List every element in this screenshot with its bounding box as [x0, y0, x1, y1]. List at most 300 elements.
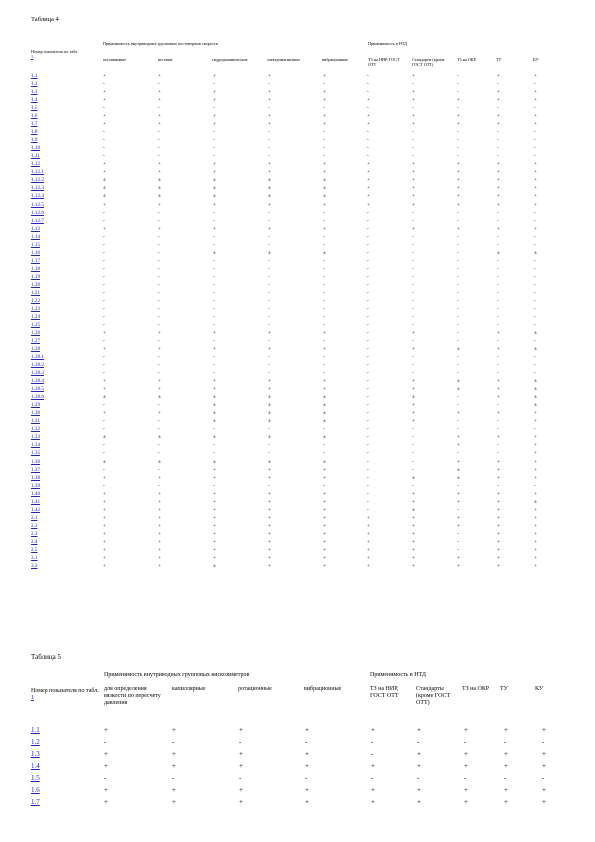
row-id-link[interactable]: 1.3 — [31, 89, 38, 96]
table-cell: + — [412, 161, 415, 168]
row-id-link[interactable]: 1.22 — [31, 297, 41, 304]
row-id-link[interactable]: 1.28 — [31, 346, 41, 353]
table-cell: - — [367, 354, 369, 361]
table-cell: - — [457, 338, 459, 345]
table-cell: - — [367, 297, 369, 304]
table-row — [31, 377, 551, 385]
table-cell: - — [158, 273, 160, 280]
row-id-link[interactable]: 3.1 — [31, 554, 38, 561]
table-cell: + — [323, 201, 326, 208]
table-cell: + — [103, 554, 106, 561]
table-cell: - — [323, 129, 325, 136]
table-cell: - — [367, 418, 369, 425]
table-cell: - — [457, 418, 459, 425]
table5-group-ntd: Применимость в НТД — [370, 672, 426, 678]
table-cell: + — [172, 750, 176, 758]
row-id-link[interactable]: 1.30 — [31, 410, 41, 417]
table-cell: - — [534, 273, 536, 280]
table-row — [31, 241, 551, 249]
row-id-link[interactable]: 1.28.2 — [31, 362, 44, 369]
table-cell: - — [323, 442, 325, 449]
table-cell: + — [158, 330, 161, 336]
row-id-link[interactable]: 1.21 — [31, 289, 41, 296]
row-id-cell — [31, 104, 103, 112]
table-cell: + — [534, 161, 537, 168]
table-cell: + — [534, 514, 537, 521]
row-id-link[interactable]: 2.3 — [31, 530, 38, 537]
row-id-link[interactable]: 1.1 — [31, 73, 38, 79]
table-cell: + — [504, 762, 508, 770]
row-id-link[interactable]: 1.12.6 — [31, 209, 44, 216]
row-id-link[interactable]: 1.8 — [31, 129, 38, 136]
table-cell: + — [497, 506, 500, 513]
table-cell: - — [103, 426, 105, 433]
table-row — [31, 345, 551, 353]
table-cell: + — [103, 514, 106, 521]
table-cell: - — [497, 233, 499, 240]
table-cell: + — [268, 161, 271, 168]
table-cell: - — [412, 241, 414, 248]
table-cell: + — [457, 554, 460, 561]
row-id-link[interactable]: 1.6 — [31, 113, 38, 120]
table-cell: ± — [213, 434, 216, 441]
row-id-link[interactable]: 1.2 — [31, 81, 38, 88]
row-id-cell — [31, 736, 104, 748]
table-cell: + — [103, 73, 106, 79]
row-id-link[interactable]: 1.32 — [31, 426, 41, 433]
table-cell: - — [323, 81, 325, 88]
table-row — [31, 784, 551, 796]
row-id-link[interactable]: 1.2 — [31, 738, 40, 746]
table5-column-header: капиллярные — [172, 686, 206, 692]
table-row — [31, 273, 551, 281]
table-cell: - — [213, 105, 215, 112]
row-id-link[interactable]: 1.11 — [31, 153, 40, 160]
table-cell: - — [367, 378, 369, 385]
table-cell: + — [268, 113, 271, 120]
table-row — [31, 466, 551, 474]
table-cell: + — [268, 474, 271, 481]
table-cell: ± — [534, 386, 537, 393]
table-cell: + — [464, 798, 468, 806]
table-row — [31, 506, 551, 514]
row-id-cell — [31, 80, 103, 88]
table-cell: - — [534, 370, 536, 377]
table-cell: - — [103, 273, 105, 280]
row-id-link[interactable]: 1.36 — [31, 458, 41, 465]
row-id-link[interactable]: 1.19 — [31, 273, 41, 280]
table-cell: - — [268, 105, 270, 112]
table-cell: ± — [457, 474, 460, 481]
table-cell: + — [323, 97, 326, 104]
table-cell: + — [158, 554, 161, 561]
row-id-link[interactable]: 1.12.4 — [31, 193, 44, 200]
table-cell: - — [213, 338, 215, 345]
table-cell: - — [103, 281, 105, 288]
table-cell: + — [534, 530, 537, 537]
table-cell: - — [367, 305, 369, 312]
table-cell: - — [213, 362, 215, 369]
table-row — [31, 176, 551, 184]
row-id-link[interactable]: 1.12.3 — [31, 185, 44, 192]
row-id-link[interactable]: 1.35 — [31, 450, 41, 457]
table-cell: - — [497, 153, 499, 160]
row-id-link[interactable]: 1.4 — [31, 762, 40, 770]
table-cell: + — [158, 89, 161, 96]
table-cell: - — [457, 362, 459, 369]
row-id-link[interactable]: 1.7 — [31, 121, 38, 128]
table-cell: + — [268, 97, 271, 104]
table-cell: + — [497, 474, 500, 481]
table-cell: - — [213, 209, 215, 216]
table-cell: - — [457, 145, 459, 152]
row-id-link[interactable]: 1.37 — [31, 466, 41, 473]
table-cell: - — [367, 394, 369, 401]
table-cell: - — [158, 338, 160, 345]
row-id-cell — [31, 554, 103, 562]
row-id-link[interactable]: 1.34 — [31, 442, 41, 449]
table-cell: - — [103, 217, 105, 224]
table-cell: + — [497, 97, 500, 104]
table-cell: - — [213, 233, 215, 240]
table-cell: - — [457, 73, 459, 79]
table-cell: ± — [323, 394, 326, 401]
table-cell: - — [367, 129, 369, 136]
table-cell: - — [213, 305, 215, 312]
table-row — [31, 152, 551, 160]
row-id-cell — [31, 385, 103, 393]
table-cell: - — [534, 233, 536, 240]
row-id-cell — [31, 361, 103, 369]
row-id-link[interactable]: 1.38 — [31, 474, 41, 481]
table-cell: - — [464, 774, 467, 782]
row-id-link[interactable]: 1.23 — [31, 305, 41, 312]
row-id-link[interactable]: 3.2 — [31, 562, 38, 569]
row-id-link[interactable]: 1.12.1 — [31, 169, 44, 176]
table-row — [31, 88, 551, 96]
table-cell: ± — [457, 346, 460, 353]
row-id-cell — [31, 249, 103, 257]
table-cell: - — [457, 209, 459, 216]
table-cell: ± — [268, 458, 271, 465]
table-cell: + — [412, 185, 415, 192]
table-cell: + — [104, 726, 108, 734]
table-cell: ± — [323, 418, 326, 425]
table-cell: + — [172, 762, 176, 770]
table-cell: - — [497, 313, 499, 320]
table-cell: - — [412, 217, 414, 224]
table-cell: + — [213, 121, 216, 128]
table-cell: ± — [268, 193, 271, 200]
table-cell: + — [172, 798, 176, 806]
row-id-link[interactable]: 1.20 — [31, 281, 41, 288]
table-cell: - — [457, 426, 459, 433]
table-cell: - — [213, 297, 215, 304]
table-cell: - — [457, 297, 459, 304]
table-cell: + — [497, 394, 500, 401]
table-cell: + — [412, 89, 415, 96]
table-cell: ± — [213, 458, 216, 465]
table-cell: - — [213, 289, 215, 296]
table-cell: - — [367, 249, 369, 256]
row-id-link[interactable]: 2.4 — [31, 538, 38, 545]
table5-param-header — [31, 688, 101, 702]
row-id-link[interactable]: 2.1 — [31, 514, 38, 521]
table-cell: - — [213, 482, 215, 489]
table-cell: + — [534, 169, 537, 176]
table-cell: + — [103, 474, 106, 481]
row-id-link[interactable]: 1.25 — [31, 321, 41, 328]
table-cell: - — [504, 738, 507, 746]
table-cell: - — [213, 145, 215, 152]
table-row — [31, 192, 551, 200]
table-cell: - — [268, 153, 270, 160]
table-cell: - — [497, 81, 499, 88]
row-id-link[interactable]: 1.28.5 — [31, 386, 44, 393]
table-cell: - — [457, 370, 459, 377]
row-id-cell — [31, 337, 103, 345]
row-id-link[interactable]: 1.12.2 — [31, 177, 44, 184]
row-id-link[interactable]: 1.7 — [31, 798, 40, 806]
table4-column-header: Стандарты (кроме ГОСТ ОТТ) — [412, 57, 445, 67]
table-cell: + — [213, 161, 216, 168]
table-cell: - — [268, 313, 270, 320]
table-cell: + — [323, 490, 326, 497]
row-id-link[interactable]: 1.31 — [31, 418, 41, 425]
row-id-link[interactable]: 1.28.1 — [31, 354, 44, 361]
table-cell: - — [534, 362, 536, 369]
table-cell: + — [268, 522, 271, 529]
table-cell: - — [497, 305, 499, 312]
table-cell: ± — [213, 402, 216, 409]
row-id-link[interactable]: 1.4 — [31, 97, 38, 104]
row-id-link[interactable]: 1.12 — [31, 161, 41, 168]
row-id-link[interactable]: 1.16 — [31, 249, 41, 256]
table-cell: + — [412, 97, 415, 104]
table-cell: - — [158, 321, 160, 328]
table-cell: - — [158, 145, 160, 152]
row-id-cell — [31, 176, 103, 184]
row-id-link[interactable]: 1.28.3 — [31, 370, 44, 377]
table-cell: + — [412, 402, 415, 409]
table-cell: + — [323, 113, 326, 120]
table-row — [31, 748, 551, 760]
table-row — [31, 233, 551, 241]
row-id-link[interactable]: 1.10 — [31, 145, 41, 152]
table-cell: + — [497, 346, 500, 353]
table-cell: - — [158, 81, 160, 88]
table-cell: + — [158, 530, 161, 537]
row-id-link[interactable]: 1.13 — [31, 225, 41, 232]
table-cell: - — [268, 370, 270, 377]
table-cell: - — [213, 257, 215, 264]
table-cell: + — [534, 121, 537, 128]
table-cell: ± — [213, 418, 216, 425]
table-cell: - — [504, 774, 507, 782]
table-cell: + — [305, 762, 309, 770]
row-id-link[interactable]: 1.14 — [31, 233, 41, 240]
table-cell: ± — [412, 394, 415, 401]
table-cell: + — [534, 89, 537, 96]
row-id-link[interactable]: 1.15 — [31, 241, 41, 248]
table-cell: - — [103, 370, 105, 377]
row-id-link[interactable]: 1.40 — [31, 490, 41, 497]
table-cell: + — [464, 726, 468, 734]
table-row — [31, 369, 551, 377]
table-cell: - — [213, 137, 215, 144]
table-cell: - — [103, 418, 105, 425]
table-row — [31, 796, 551, 808]
table-cell: + — [367, 185, 370, 192]
table-cell: + — [268, 546, 271, 553]
table-cell: - — [367, 426, 369, 433]
row-id-link[interactable]: 1.1 — [31, 726, 40, 734]
row-id-link[interactable]: 1.39 — [31, 482, 41, 489]
table-cell: ± — [534, 394, 537, 401]
table-cell: ± — [158, 177, 161, 184]
table-cell: - — [305, 774, 308, 782]
row-id-link[interactable]: 1.5 — [31, 774, 40, 782]
table-cell: - — [534, 321, 536, 328]
row-id-cell — [31, 281, 103, 289]
table-cell: - — [457, 538, 459, 545]
table-cell: - — [497, 321, 499, 328]
table-row — [31, 361, 551, 369]
table-cell: + — [534, 201, 537, 208]
row-id-link[interactable]: 1.28.6 — [31, 394, 44, 401]
row-id-cell — [31, 760, 104, 772]
table-cell: - — [158, 241, 160, 248]
table-cell: - — [103, 362, 105, 369]
row-id-link[interactable]: 1.5 — [31, 105, 38, 112]
table-cell: + — [268, 73, 271, 79]
row-id-link[interactable]: 1.3 — [31, 750, 40, 758]
row-id-link[interactable]: 1.29 — [31, 402, 41, 409]
table-cell: - — [158, 354, 160, 361]
table-cell: + — [534, 506, 537, 513]
row-id-cell — [31, 168, 103, 176]
table-cell: - — [268, 321, 270, 328]
row-id-link[interactable]: 2.2 — [31, 522, 38, 529]
table-cell: - — [412, 289, 414, 296]
row-id-link[interactable]: 1.24 — [31, 313, 41, 320]
table-row — [31, 217, 551, 225]
row-id-link[interactable]: 1.12.7 — [31, 217, 44, 224]
table-cell: + — [412, 201, 415, 208]
row-id-link[interactable]: 1.18 — [31, 265, 41, 272]
table5-column-header: Стандарты (кроме ГОСТ ОТТ) — [416, 686, 451, 706]
table-cell: - — [213, 81, 215, 88]
table-cell: - — [367, 386, 369, 393]
row-id-link[interactable]: 1.41 — [31, 498, 41, 505]
row-id-link[interactable]: 1.17 — [31, 257, 41, 264]
row-id-link[interactable]: 1.42 — [31, 506, 41, 513]
table-cell: + — [412, 225, 415, 232]
table-cell: + — [367, 97, 370, 104]
row-id-link[interactable]: 1.9 — [31, 137, 38, 144]
table-cell: - — [371, 774, 374, 782]
table-cell: ± — [158, 394, 161, 401]
table-cell: - — [367, 346, 369, 353]
table4-column-header: ТУ — [496, 57, 502, 62]
table5-column-header: ТУ — [500, 686, 508, 692]
table-cell: - — [497, 482, 499, 489]
table-cell: + — [412, 418, 415, 425]
table-cell: ± — [457, 386, 460, 393]
table-cell: + — [534, 434, 537, 441]
table-cell: + — [213, 522, 216, 529]
table-cell: - — [497, 209, 499, 216]
table-cell: ± — [268, 394, 271, 401]
table-cell: ± — [268, 177, 271, 184]
table-cell: - — [457, 289, 459, 296]
table-row — [31, 441, 551, 449]
row-id-link[interactable]: 1.27 — [31, 338, 41, 345]
table-cell: + — [534, 185, 537, 192]
table-cell: + — [457, 161, 460, 168]
table5-group-methods: Применимость внутриводных групповых вискозиметров — [104, 672, 250, 678]
table-row — [31, 305, 551, 313]
table-cell: - — [323, 265, 325, 272]
row-id-link[interactable]: 1.6 — [31, 786, 40, 794]
table-cell: + — [412, 514, 415, 521]
table-cell: - — [457, 257, 459, 264]
table-cell: - — [213, 129, 215, 136]
table-cell: + — [371, 726, 375, 734]
table-cell: + — [412, 490, 415, 497]
table-cell: + — [103, 330, 106, 336]
table-cell: + — [213, 97, 216, 104]
table-cell: - — [239, 774, 242, 782]
row-id-link[interactable]: 1.28.4 — [31, 378, 44, 385]
row-id-link[interactable]: 1.12.5 — [31, 201, 44, 208]
table-cell: + — [103, 378, 106, 385]
table-cell: + — [497, 410, 500, 417]
table-cell: - — [367, 241, 369, 248]
table-cell: + — [367, 161, 370, 168]
table-cell: + — [412, 177, 415, 184]
table-cell: + — [534, 562, 537, 569]
row-id-cell — [31, 514, 103, 522]
table-cell: - — [158, 249, 160, 256]
table-cell: - — [412, 137, 414, 144]
table-cell: + — [534, 522, 537, 529]
table-cell: - — [103, 402, 105, 409]
row-id-cell — [31, 724, 104, 736]
row-id-link[interactable]: 1.26 — [31, 330, 41, 336]
table4-column-header: весовые — [158, 57, 173, 62]
table-cell: + — [504, 798, 508, 806]
row-id-link[interactable]: 1.33 — [31, 434, 41, 441]
table5-column-header: вибрационные — [304, 686, 342, 692]
table-cell: - — [412, 442, 414, 449]
table-cell: - — [367, 498, 369, 505]
table-cell: - — [158, 137, 160, 144]
table-row — [31, 313, 551, 321]
table-cell: - — [213, 450, 215, 457]
table-cell: - — [412, 434, 414, 441]
table4-param-header-ref[interactable]: 1 — [31, 53, 34, 59]
table5-param-header-ref[interactable]: 1 — [31, 695, 34, 701]
table-cell: + — [268, 562, 271, 569]
table-cell: - — [323, 370, 325, 377]
table-cell: - — [367, 209, 369, 216]
row-id-link[interactable]: 2.5 — [31, 546, 38, 553]
table-cell: - — [464, 738, 467, 746]
table-cell: - — [239, 738, 242, 746]
table-cell: - — [323, 313, 325, 320]
table-row — [31, 546, 551, 554]
